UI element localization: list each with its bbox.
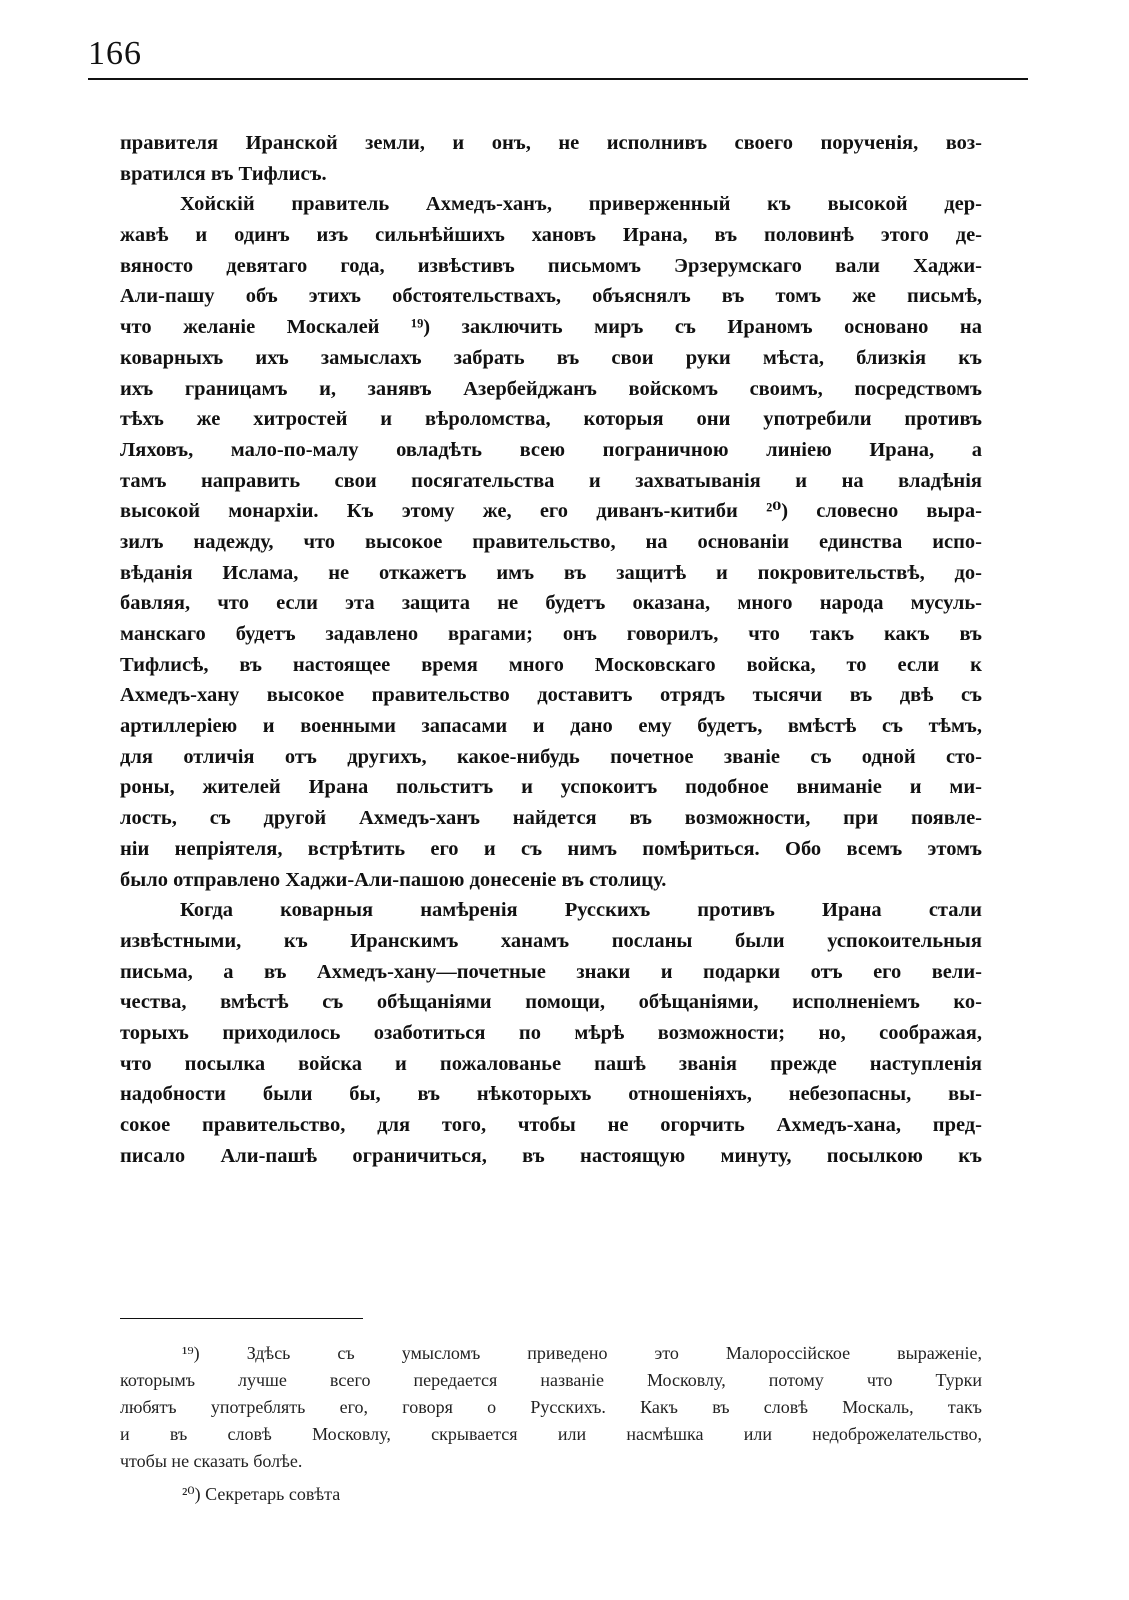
- text-line: Ахмедъ-хану высокое правительство доставитъ отрядъ тысячи въ двѣ съ: [120, 684, 982, 707]
- footnote-rule: [120, 1318, 363, 1319]
- footnotes: [120, 1340, 982, 1508]
- text-line: тамъ направить свои посягательства и захватыванія и на владѣнія: [120, 469, 982, 492]
- footnote-line: которымъ лучше всего передается названіе Московлу, потому что Турки: [120, 1370, 982, 1390]
- text-line: роны, жителей Ирана польститъ и успокоитъ подобное вниманіе и ми-: [120, 776, 982, 799]
- footnote-text: Здѣсь съ умысломъ приведено это Малороссійское выраженіе,: [246, 1343, 983, 1363]
- text-line: коварныхъ ихъ замыслахъ забрать въ свои руки мѣста, близкія къ: [120, 346, 982, 369]
- page-number: 166: [88, 35, 142, 72]
- text-line: извѣстными, къ Иранскимъ ханамъ посланы были успокоительныя: [120, 929, 982, 952]
- text-line: Хойскій правитель Ахмедъ-ханъ, приверженный къ высокой дер-: [180, 193, 982, 216]
- footnote-line: любятъ употреблять его, говоря о Русскихъ. Какъ въ словѣ Москаль, такъ: [120, 1397, 982, 1417]
- text-line: вѣданія Ислама, не откажетъ имъ въ защитѣ и покровительствѣ, до-: [120, 561, 982, 584]
- text-line: для отличія отъ другихъ, какое-нибудь почетное званіе съ одной сто-: [120, 745, 982, 768]
- header-rule: [88, 78, 1028, 80]
- text-line: торыхъ приходилось озаботиться по мѣрѣ возможности; но, соображая,: [120, 1021, 982, 1044]
- footnote-line: [120, 1340, 982, 1367]
- text-line: что посылка войска и пожалованье пашѣ званія прежде наступленія: [120, 1052, 982, 1075]
- text-line: жавѣ и одинъ изъ сильнѣйшихъ хановъ Ирана, въ половинѣ этого де-: [120, 224, 982, 247]
- text-line: правителя Иранской земли, и онъ, не исполнивъ своего порученія, воз-: [120, 132, 982, 154]
- text-line: ихъ границамъ и, занявъ Азербейджанъ войскомъ своимъ, посредствомъ: [120, 377, 982, 400]
- text-line: Али-пашу объ этихъ обстоятельствахъ, объяснялъ въ томъ же письмѣ,: [120, 285, 982, 308]
- footnote-line: чтобы не сказать болѣе.: [120, 1451, 303, 1471]
- text-line: вяносто девятаго года, извѣстивъ письмомъ Эрзерумскаго вали Хаджи-: [120, 254, 982, 277]
- text-line: вратился въ Тифлисъ.: [120, 162, 327, 185]
- text-line: тѣхъ же хитростей и вѣроломства, которыя они употребили противъ: [120, 408, 982, 431]
- text-line: письма, а въ Ахмедъ-хану—почетные знаки и подарки отъ его вели-: [120, 960, 982, 983]
- text-line: надобности были бы, въ нѣкоторыхъ отношеніяхъ, небезопасны, вы-: [120, 1083, 982, 1106]
- footnote-line: и въ словѣ Московлу, скрывается или насмѣшка или недоброжелательство,: [120, 1424, 982, 1444]
- footnote-line: [120, 1481, 982, 1508]
- text-line: что желаніе Москалей ¹⁹) заключить миръ съ Ираномъ основано на: [120, 316, 982, 339]
- footnote-20: [120, 1481, 982, 1508]
- text-line: бавляя, что если эта защита не будетъ оказана, много народа мусуль-: [120, 592, 982, 615]
- text-line: было отправлено Хаджи-Али-пашою донесеніе въ столицу.: [120, 868, 667, 891]
- text-line: артиллеріею и военными запасами и дано ему будетъ, вмѣстѣ съ тѣмъ,: [120, 715, 982, 738]
- footnote-19: [120, 1340, 982, 1475]
- text-line: писало Али-пашѣ ограничиться, въ настоящую минуту, посылкою къ: [120, 1144, 982, 1167]
- footnote-marker: ²⁰): [182, 1484, 201, 1504]
- text-line: лость, съ другой Ахмедъ-ханъ найдется въ возможности, при появле-: [120, 807, 982, 830]
- text-line: манскаго будетъ задавлено врагами; онъ говорилъ, что такъ какъ въ: [120, 623, 982, 645]
- text-line: ніи непріятеля, встрѣтить его и съ нимъ помѣриться. Обо всемъ этомъ: [120, 837, 982, 860]
- footnote-text: Секретарь совѣта: [205, 1484, 341, 1504]
- main-text: [120, 128, 982, 1171]
- text-line: чества, вмѣстѣ съ обѣщаніями помощи, обѣщаніями, исполненіемъ ко-: [120, 991, 982, 1014]
- text-line: Когда коварныя намѣренія Русскихъ противъ Ирана стали: [180, 899, 982, 922]
- text-line: высокой монархіи. Къ этому же, его диванъ-китиби ²⁰) словесно выра-: [120, 500, 982, 523]
- text-line: зилъ надежду, что высокое правительство, на основаніи единства испо-: [120, 530, 982, 553]
- text-line: Тифлисѣ, въ настоящее время много Московскаго войска, то если к: [120, 653, 982, 676]
- text-line: сокое правительство, для того, чтобы не огорчить Ахмедъ-хана, пред-: [120, 1114, 982, 1136]
- footnote-marker: ¹⁹): [182, 1343, 200, 1363]
- text-line: Ляховъ, мало-по-малу овладѣть всею пограничною линіею Ирана, а: [120, 438, 982, 461]
